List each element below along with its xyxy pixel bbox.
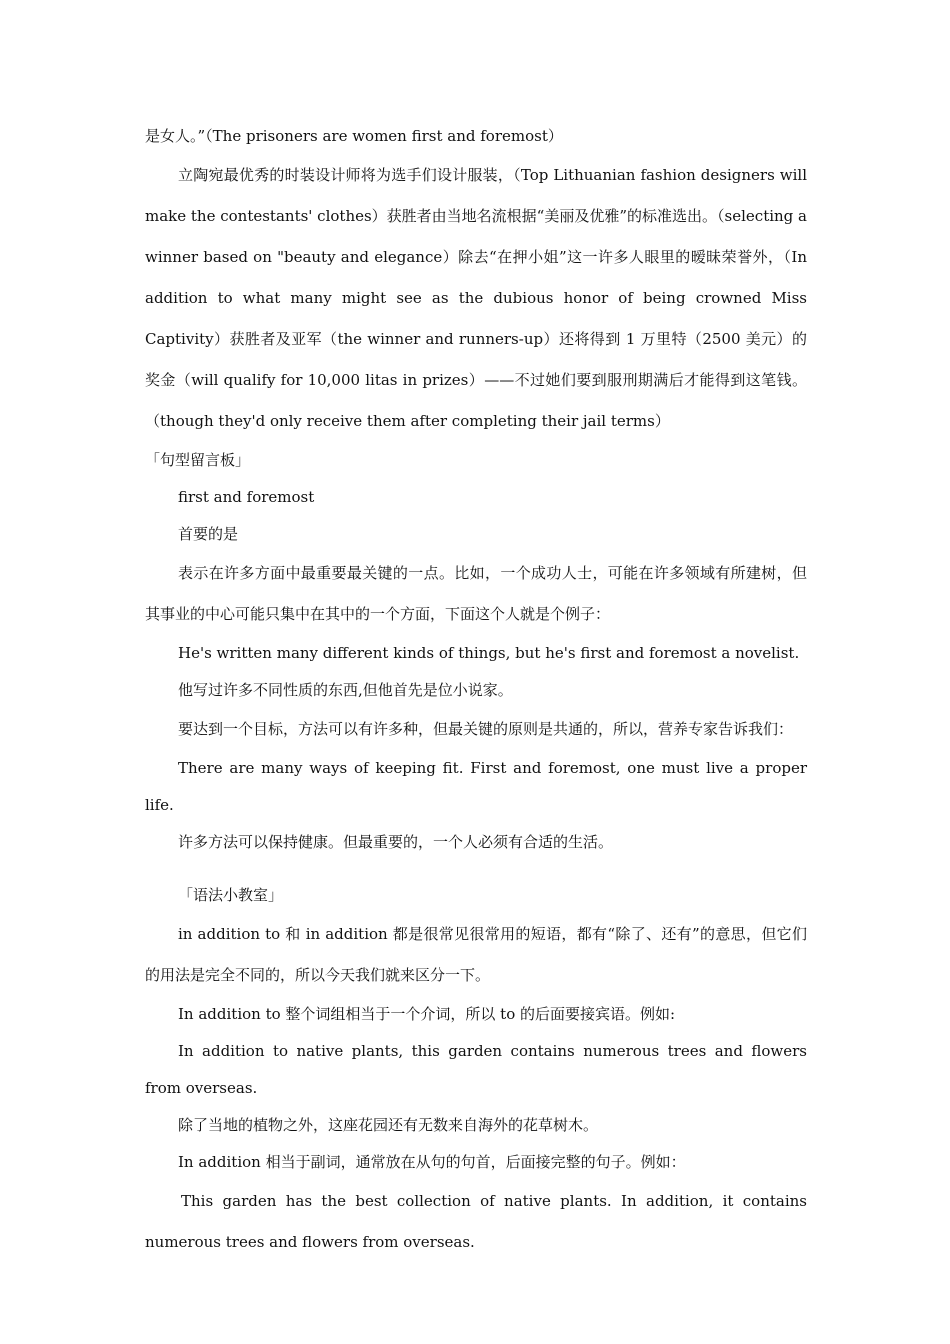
example-garden-collection-en: This garden has the best collection of native plants. In addition, it contains numerous trees and flowers from overseas.: [145, 1192, 807, 1251]
example-garden-zh: 除了当地的植物之外，这座花园还有无数来自海外的花草树木。: [178, 1116, 599, 1134]
example-garden-en: In addition to native plants, this garden contains numerous trees and flowers from overseas.: [145, 1042, 807, 1097]
example-fit-zh: 许多方法可以保持健康。但最重要的，一个人必须有合适的生活。: [178, 833, 614, 851]
example-fit-en: There are many ways of keeping fit. First and foremost, one must live a proper life.: [145, 759, 807, 814]
blank-line: [145, 861, 807, 877]
phrase-translation: 首要的是: [178, 525, 239, 543]
section-heading-sentence-pattern: 「句型留言板」: [145, 451, 251, 469]
paragraph-contest-details: 立陶宛最优秀的时装设计师将为选手们设计服装，（Top Lithuanian fashion designers will make the contestants' clothes）获胜者由当地名流根据“美丽及优雅”的标准选出。（selecting a winner based on "beauty and elegance）除去“在押小姐”这一许多人眼里的暧昧荣誉外，（In addition to what many might see as the dubious honor of being crowned Miss Captivity）获胜者及亚军（the winner and runners-up）还将得到 1 万里特（2500 美元）的奖金（will qualify for 10,000 litas in prizes）——不过她们要到服刑期满后才能得到这笔钱。（though they'd only receive them after completing their jail terms）: [145, 166, 807, 430]
paragraph-nutrition-intro: 要达到一个目标，方法可以有许多种，但最关键的原则是共通的，所以，营养专家告诉我们：: [178, 720, 794, 738]
phrase-first-and-foremost: first and foremost: [178, 488, 315, 506]
section-heading-grammar: 「语法小教室」: [178, 886, 284, 904]
document-page: [145, 118, 807, 1263]
paragraph-in-addition-to-rule: In addition to 整个词组相当于一个介词，所以 to 的后面要接宾语。例如:: [178, 1005, 676, 1023]
example-novelist-zh: 他写过许多不同性质的东西,但他首先是位小说家。: [178, 681, 513, 699]
paragraph-phrase-explanation: 表示在许多方面中最重要最关键的一点。比如，一个成功人士，可能在许多领域有所建树，但其事业的中心可能只集中在其中的一个方面，下面这个人就是个例子：: [145, 564, 807, 623]
example-novelist-en: He's written many different kinds of things, but he's first and foremost a novelist.: [178, 644, 800, 662]
paragraph-prisoners-quote: 是女人。”（The prisoners are women first and foremost）: [145, 127, 563, 145]
paragraph-in-addition-rule: In addition 相当于副词，通常放在从句的句首，后面接完整的句子。例如：: [178, 1153, 686, 1171]
paragraph-grammar-intro: in addition to 和 in addition 都是很常见很常用的短语，都有“除了、还有”的意思，但它们的用法是完全不同的，所以今天我们就来区分一下。: [145, 925, 807, 984]
